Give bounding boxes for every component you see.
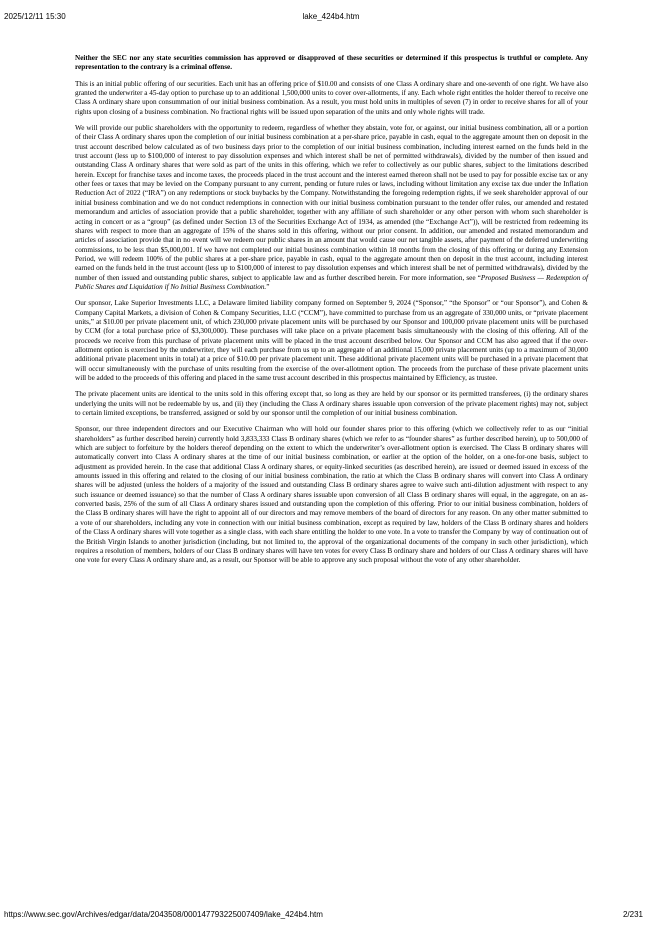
print-datetime: 2025/12/11 15:30	[4, 12, 66, 21]
paragraph-private-placement: The private placement units are identical to the units sold in this offering except that, so long as they are held by our sponsor or its permitted transferees, (i) the ordinary shares underlying the units will not be redeemable by us, and (ii) they (including the Class A ordinary shares issuable upon conversion of the private placement rights) may not, subject to certain limited exceptions, be transferred, assigned or sold by our sponsor until the completion of our initial business combination.	[75, 390, 588, 418]
paragraph-redemption	[75, 124, 588, 292]
paragraph-sponsor: Our sponsor, Lake Superior Investments LLC, a Delaware limited liability company formed on September 9, 2024 (“Sponsor,” “the Sponsor” or “our Sponsor”), and Cohen & Company Capital Markets, a division of Cohen & Company Securities, LLC (“CCM”), have committed to purchase from us an aggregate of 330,000 units, or “private placement units,” at $10.00 per private placement unit, of which 230,000 private placement units will be purchased by our Sponsor and 100,000 private placement units will be purchased by CCM (for a total purchase price of $3,300,000). These purchases will take place on a private placement basis simultaneously with the closing of this offering. All of the proceeds we receive from this purchase of private placement units will be placed in the trust account described below. Our Sponsor and CCM has also agreed that if the over-allotment option is exercised by the underwriter, they will each purchase from us up to an aggregate of an additional 15,000 private placement units (up to a maximum of 30,000 additional private placement units in total) at a price of $10.00 per private placement unit. These additional private placement units will be purchased in a private placement that will occur simultaneously with the purchase of units resulting from the exercise of the over-allotment option. The proceeds from the purchase of these private placement units will be added to the proceeds of this offering and placed in the same trust account described in this prospectus maintained by Efficiency, as trustee.	[75, 299, 588, 382]
browser-print-header	[0, 12, 662, 24]
browser-print-footer	[0, 910, 662, 922]
redemption-text-end: ”	[266, 282, 270, 291]
page-number: 2/231	[622, 910, 643, 919]
paragraph-founder-shares: Sponsor, our three independent directors and our Executive Chairman who will hold our founder shares prior to this offering (which we collectively refer to as our “initial shareholders” as further described herein) currently hold 3,833,333 Class B ordinary shares (which we refer to as “founder shares” as further described herein), up to 500,000 of which are subject to forfeiture by the holders thereof depending on the extent to which the underwriter’s over-allotment option is exercised. The Class B ordinary shares will automatically convert into Class A ordinary shares at the time of our initial business combination, or earlier at the option of the holder, on a one-for-one basis, subject to adjustment as provided herein. In the case that additional Class A ordinary shares, or equity-linked securities (as described herein), are issued or deemed issued in excess of the amounts issued in this offering and related to the closing of our initial business combination, the ratio at which the Class B ordinary shares will convert into Class A ordinary shares will be adjusted (unless the holders of a majority of the issued and outstanding Class B ordinary shares agree to waive such anti-dilution adjustment with respect to any such issuance or deemed issuance) so that the number of Class A ordinary shares issuable upon conversion of all Class B ordinary shares will equal, in the aggregate, on an as-converted basis, 25% of the sum of all Class A ordinary shares issued and outstanding upon the completion of this offering. Prior to our initial business combination, holders of the Class B ordinary shares will have the right to appoint all of our directors and may remove members of the board of directors for any reason. On any other matter submitted to a vote of our shareholders, including any vote in connection with our initial business combination, except as required by law, holders of the Class B ordinary shares and holders of the Class A ordinary shares will vote together as a single class, with each share entitling the holder to one vote. In a vote to transfer the Company by way of continuation out of the British Virgin Islands to another jurisdiction (including, but not limited to, the approval of the organizational documents of the company in such other jurisdiction), which requires a resolution of members, holders of our Class B ordinary shares will have ten votes for every Class B ordinary share and holders of our Class A ordinary shares will have one vote for every Class A ordinary share and, as a result, our Sponsor will be able to approve any such proposal without the vote of any other shareholder.	[75, 425, 588, 565]
redemption-text: We will provide our public shareholders with the opportunity to redeem, regardless of whether they abstain, vote for, or against, our initial business combination, all or a portion of their Class A ordinary shares upon the completion of our initial business combination at a per-share price, payable in cash, equal to the aggregate amount then on deposit in the trust account described below calculated as of two business days prior to the completion of our initial business combination, including interest earned on the funds held in the trust account (less up to $100,000 of interest to pay dissolution expenses and which interest shall be net of permitted withdrawals), divided by the number of then issued and outstanding Class A ordinary shares that were sold as part of the units in this offering, which we refer to collectively as our public shares, subject to the limitations described herein. Except for franchise taxes and income taxes, the proceeds placed in the trust account and the interest earned thereon shall not be used to pay for possible excise tax or any other fees or taxes that may be levied on the Company pursuant to any current, pending or future rules or laws, including without limitation any excise tax due under the Inflation Reduction Act of 2022 (“IRA”) on any redemptions or stock buybacks by the Company. Notwithstanding the foregoing redemption rights, if we seek shareholder approval of our initial business combination and we do not conduct redemptions in connection with our initial business combination pursuant to the tender offer rules, our amended and restated memorandum and articles of association provide that a public shareholder, together with any affiliate of such shareholder or any other person with whom such shareholder is acting in concert or as a “group” (as defined under Section 13 of the Securities Exchange Act of 1934, as amended (the “Exchange Act”)), will be restricted from redeeming its shares with respect to more than an aggregate of 15% of the shares sold in this offering, without our prior consent. In addition, our amended and restated memorandum and articles of association provide that in no event will we redeem our public shares in an amount that would cause our net tangible assets, after payment of the deferred underwriting commissions, to be less than $5,000,001. If we have not completed our initial business combination within 18 months from the closing of this offering or during any Extension Period, we will redeem 100% of the public shares at a per-share price, payable in cash, equal to the aggregate amount then on deposit in the trust account, including interest earned on the funds held in the trust account (less up to $100,000 of interest to pay dissolution expenses and which interest shall be net of permitted withdrawals), divided by the number of then issued and outstanding public shares, subject to applicable law and as further described herein. For more information, see “	[75, 124, 588, 282]
sec-notice: Neither the SEC nor any state securities commission has approved or disapproved of these securities or determined if this prospectus is truthful or complete. Any representation to the contrary is a criminal offense.	[75, 54, 588, 72]
prospectus-body	[75, 54, 588, 573]
document-title: lake_424b4.htm	[302, 12, 360, 21]
page-url: https://www.sec.gov/Archives/edgar/data/2043508/000147793225007409/lake_424b4.htm	[4, 910, 323, 919]
cross-reference: Proposed Business — Redemption of Public Shares and Liquidation if No Initial Business Combination.	[75, 273, 588, 291]
paragraph-offering: This is an initial public offering of our securities. Each unit has an offering price of $10.00 and consists of one Class A ordinary share and one-seventh of one right. We have also granted the underwriter a 45-day option to purchase up to an additional 1,500,000 units to cover over-allotments, if any. Each whole right entitles the holder thereof to receive one Class A ordinary share upon consummation of our initial business combination. As a result, you must hold units in multiples of seven (7) in order to receive shares for all of your rights upon closing of a business combination. No fractional rights will be issued upon separation of the units and only whole rights will trade.	[75, 79, 588, 116]
